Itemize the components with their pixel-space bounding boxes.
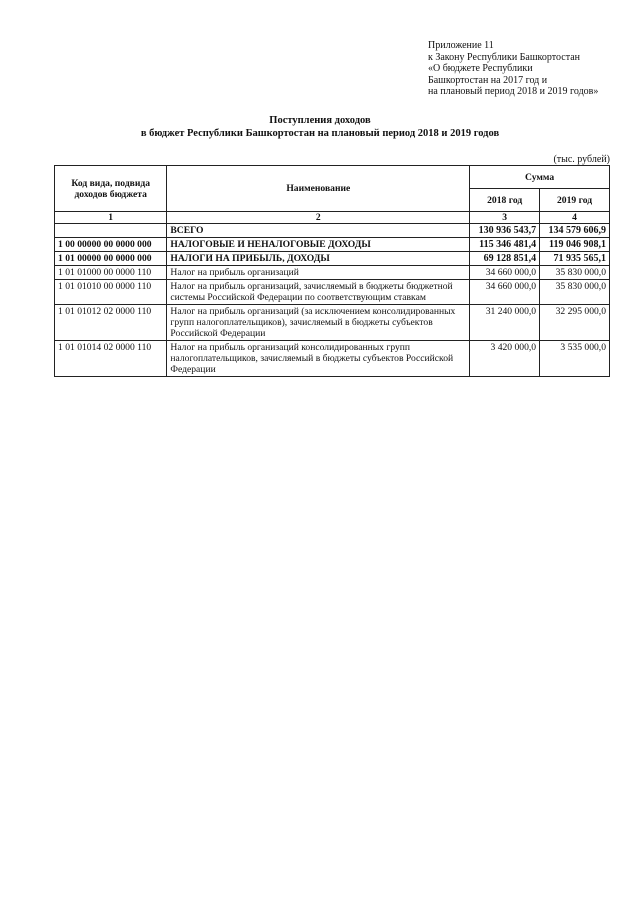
row-value-2018: 34 660 000,0: [470, 266, 540, 280]
row-code: [55, 224, 167, 238]
row-value-2019: 3 535 000,0: [540, 341, 610, 377]
row-value-2019: 35 830 000,0: [540, 280, 610, 305]
row-value-2019: 71 935 565,1: [540, 252, 610, 266]
row-code: 1 01 00000 00 0000 000: [55, 252, 167, 266]
header-2018: 2018 год: [470, 189, 540, 212]
row-code: 1 00 00000 00 0000 000: [55, 238, 167, 252]
table-row: [55, 224, 610, 238]
row-name: Налог на прибыль организаций (за исключением консолидированных групп налогоплательщиков), зачисляемый в бюджеты субъектов Российской Федерации: [167, 305, 470, 341]
row-code: 1 01 01014 02 0000 110: [55, 341, 167, 377]
row-code: 1 01 01000 00 0000 110: [55, 266, 167, 280]
header-name: Наименование: [167, 166, 470, 212]
row-value-2018: 3 420 000,0: [470, 341, 540, 377]
appendix-line: «О бюджете Республики: [428, 63, 533, 75]
row-value-2019: 35 830 000,0: [540, 266, 610, 280]
row-name: НАЛОГОВЫЕ И НЕНАЛОГОВЫЕ ДОХОДЫ: [167, 238, 470, 252]
title-line-1: Поступления доходов: [269, 115, 371, 126]
row-name: Налог на прибыль организаций: [167, 266, 470, 280]
appendix-line: Башкортостан на 2017 год и: [428, 74, 548, 86]
table-row: [55, 305, 610, 341]
header-code: Код вида, подвида доходов бюджета: [55, 166, 167, 212]
table-row: [55, 252, 610, 266]
appendix-line: к Закону Республики Башкортостан: [428, 51, 580, 63]
row-code: 1 01 01010 00 0000 110: [55, 280, 167, 305]
appendix-line: на плановый период 2018 и 2019 годов»: [428, 86, 599, 98]
header-sum: Сумма: [470, 166, 610, 189]
row-value-2019: 119 046 908,1: [540, 238, 610, 252]
units-label: (тыс. рублей): [553, 154, 610, 165]
appendix-note: [428, 40, 633, 98]
row-name: НАЛОГИ НА ПРИБЫЛЬ, ДОХОДЫ: [167, 252, 470, 266]
index-row: [55, 212, 610, 224]
index-cell: 2: [167, 212, 470, 224]
table-row: [55, 238, 610, 252]
row-value-2018: 115 346 481,4: [470, 238, 540, 252]
table-row: [55, 266, 610, 280]
row-value-2018: 69 128 851,4: [470, 252, 540, 266]
row-value-2018: 130 936 543,7: [470, 224, 540, 238]
document-title: [0, 114, 640, 140]
row-value-2019: 134 579 606,9: [540, 224, 610, 238]
row-name: Налог на прибыль организаций консолидированных групп налогоплательщиков, зачисляемый в бюджеты субъектов Российской Федерации: [167, 341, 470, 377]
row-value-2019: 32 295 000,0: [540, 305, 610, 341]
table-row: [55, 280, 610, 305]
appendix-line: Приложение 11: [428, 40, 494, 51]
title-line-2: в бюджет Республики Башкортостан на плановый период 2018 и 2019 годов: [140, 128, 500, 139]
index-cell: 3: [470, 212, 540, 224]
row-value-2018: 31 240 000,0: [470, 305, 540, 341]
revenue-table: [54, 165, 610, 377]
row-code: 1 01 01012 02 0000 110: [55, 305, 167, 341]
row-value-2018: 34 660 000,0: [470, 280, 540, 305]
header-2019: 2019 год: [540, 189, 610, 212]
index-cell: 4: [540, 212, 610, 224]
index-cell: 1: [55, 212, 167, 224]
row-name: Налог на прибыль организаций, зачисляемый в бюджеты бюджетной системы Российской Федерации по соответствующим ставкам: [167, 280, 470, 305]
row-name: ВСЕГО: [167, 224, 470, 238]
table-row: [55, 341, 610, 377]
